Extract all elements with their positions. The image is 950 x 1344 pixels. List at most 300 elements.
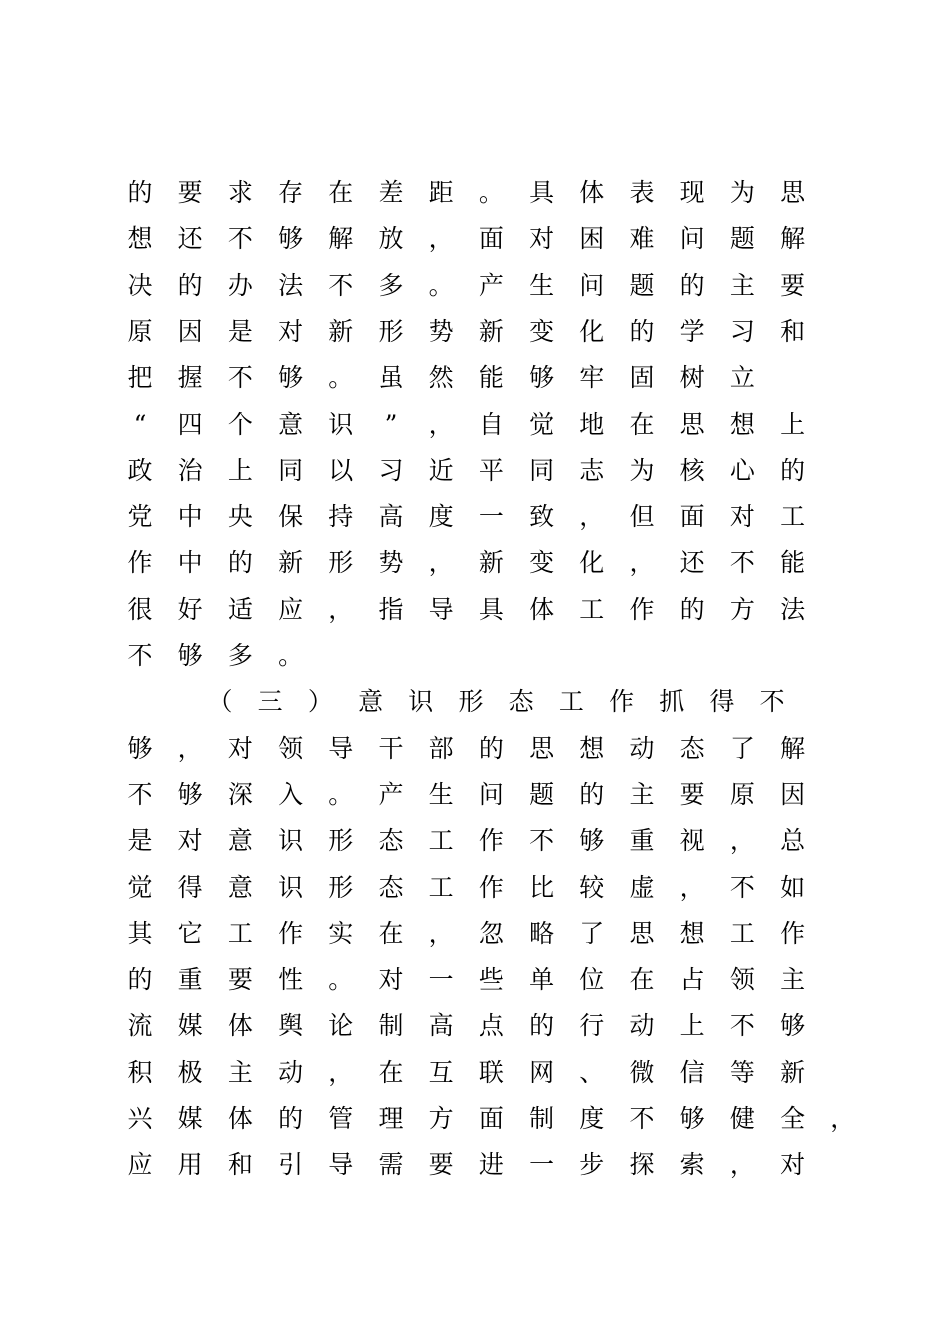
text-char: 化: [579, 548, 605, 578]
text-char: 解: [780, 733, 806, 763]
text-char: 不: [759, 687, 785, 717]
text-char: 对: [780, 1150, 806, 1180]
text-char: 性: [278, 965, 304, 995]
text-char: 高: [378, 502, 404, 532]
text-char: 位: [579, 965, 605, 995]
text-char: 识: [278, 872, 304, 902]
text-char: 作: [278, 918, 304, 948]
text-char: 不: [227, 363, 253, 393]
text-char: 学: [679, 316, 705, 346]
text-char: 体: [529, 594, 555, 624]
text-char: 够: [278, 224, 304, 254]
text-line: [0, 682, 950, 728]
text-char: 主: [780, 965, 806, 995]
text-char: 问: [478, 779, 504, 809]
text-char: 还: [679, 548, 705, 578]
text-char: 领: [729, 965, 755, 995]
text-char: 因: [177, 316, 203, 346]
text-char: 的: [127, 178, 153, 207]
text-char: ，: [428, 409, 454, 439]
text-char: 制: [378, 1011, 404, 1041]
text-char: ，: [679, 872, 705, 902]
text-char: 得: [177, 872, 203, 902]
text-char: 原: [127, 316, 153, 346]
text-char: 求: [227, 178, 253, 207]
text-char: 形: [328, 872, 354, 902]
text-char: ，: [729, 826, 755, 856]
text-char: 面: [478, 1104, 504, 1133]
text-line: [0, 590, 950, 636]
text-char: 保: [278, 502, 304, 532]
text-char: 进: [478, 1150, 504, 1180]
text-line: [0, 1053, 950, 1099]
text-char: 互: [428, 1057, 454, 1087]
text-char: 重: [629, 826, 655, 856]
text-char: 生: [529, 270, 555, 300]
text-char: 同: [529, 455, 555, 485]
text-char: 觉: [529, 409, 555, 439]
text-line: [0, 266, 950, 312]
text-char: 解: [780, 224, 806, 254]
text-char: 想: [729, 409, 755, 439]
text-line: [0, 312, 950, 358]
text-char: ，: [830, 1104, 856, 1133]
text-char: 干: [378, 733, 404, 763]
text-char: 习: [729, 316, 755, 346]
text-char: 视: [679, 826, 705, 856]
text-char: 体: [579, 178, 605, 207]
text-char: 个: [227, 409, 253, 439]
text-char: 作: [127, 548, 153, 578]
text-char: 较: [579, 872, 605, 902]
text-line: [0, 914, 950, 960]
text-char: 的: [780, 455, 806, 485]
text-char: 够: [780, 1011, 806, 1041]
text-line: [0, 821, 950, 867]
text-char: ，: [428, 224, 454, 254]
text-char: 题: [729, 224, 755, 254]
text-char: 适: [227, 594, 253, 624]
text-char: 论: [328, 1011, 354, 1041]
text-char: 题: [529, 779, 555, 809]
text-char: 平: [478, 455, 504, 485]
text-char: 为: [629, 455, 655, 485]
text-char: 作: [478, 872, 504, 902]
text-char: 体: [227, 1011, 253, 1041]
text-char: 能: [780, 548, 806, 578]
text-char: 具: [478, 594, 504, 624]
text-char: 上: [227, 455, 253, 485]
text-char: 的: [579, 779, 605, 809]
text-char: 探: [629, 1150, 655, 1180]
text-line: [0, 636, 950, 682]
text-char: 问: [679, 224, 705, 254]
text-char: 是: [127, 826, 153, 856]
text-char: 势: [378, 548, 404, 578]
text-line: [0, 1099, 950, 1145]
text-char: 。: [328, 363, 354, 393]
text-char: 牢: [579, 363, 605, 393]
text-char: 变: [529, 548, 555, 578]
text-char: 作: [478, 826, 504, 856]
text-char: 的: [278, 1104, 304, 1133]
text-char: 引: [278, 1150, 304, 1180]
text-line: [0, 1145, 950, 1191]
text-char: 致: [529, 502, 555, 532]
text-line: [0, 543, 950, 589]
text-char: 忽: [478, 918, 504, 948]
text-char: ，: [177, 733, 203, 763]
text-char: 志: [579, 455, 605, 485]
text-char: 题: [629, 270, 655, 300]
text-char: 动: [629, 1011, 655, 1041]
text-char: 对: [378, 965, 404, 995]
text-char: 意: [227, 872, 253, 902]
text-char: ，: [328, 594, 354, 624]
text-char: 舆: [278, 1011, 304, 1041]
text-char: 入: [278, 779, 304, 809]
text-char: 思: [780, 178, 806, 207]
text-char: 信: [679, 1057, 705, 1087]
text-char: 虚: [629, 872, 655, 902]
text-char: 对: [278, 316, 304, 346]
text-char: 它: [177, 918, 203, 948]
text-char: 法: [780, 594, 806, 624]
text-char: 存: [278, 178, 304, 207]
text-char: 想: [127, 224, 153, 254]
text-char: 核: [679, 455, 705, 485]
text-char: 工: [558, 687, 584, 717]
text-char: 应: [127, 1150, 153, 1180]
text-char: 很: [127, 594, 153, 624]
text-char: 作: [609, 687, 635, 717]
text-char: 。: [478, 178, 504, 207]
text-char: ，: [579, 502, 605, 532]
text-char: 比: [529, 872, 555, 902]
text-char: 够: [679, 1104, 705, 1133]
text-char: 是: [227, 316, 253, 346]
text-char: 形: [458, 687, 484, 717]
text-char: 方: [729, 594, 755, 624]
text-char: 四: [177, 409, 203, 439]
text-char: ，: [428, 918, 454, 948]
text-char: 立: [729, 363, 755, 393]
text-char: 索: [679, 1150, 705, 1180]
text-char: 高: [428, 1011, 454, 1041]
text-char: 形: [378, 316, 404, 346]
text-char: 识: [278, 826, 304, 856]
text-line: [0, 960, 950, 1006]
text-char: 化: [579, 316, 605, 346]
text-char: 近: [428, 455, 454, 485]
text-char: 主: [227, 1057, 253, 1087]
text-char: 抓: [659, 687, 685, 717]
text-char: 新: [328, 316, 354, 346]
text-char: 虽: [378, 363, 404, 393]
text-char: 生: [428, 779, 454, 809]
text-char: 指: [378, 594, 404, 624]
text-char: 办: [227, 270, 253, 300]
text-char: 三: [257, 687, 283, 717]
text-char: 在: [378, 1057, 404, 1087]
text-char: 的: [529, 1011, 555, 1041]
text-char: 不: [227, 224, 253, 254]
text-char: 央: [227, 502, 253, 532]
text-char: 不: [729, 1011, 755, 1041]
text-char: 工: [227, 918, 253, 948]
text-char: 觉: [127, 872, 153, 902]
text-char: 工: [428, 826, 454, 856]
text-char: 和: [227, 1150, 253, 1180]
text-char: 对: [529, 224, 555, 254]
text-char: 在: [629, 965, 655, 995]
text-char: 其: [127, 918, 153, 948]
text-line: [0, 775, 950, 821]
text-line: [0, 497, 950, 543]
text-char: 思: [679, 409, 705, 439]
text-line: [0, 868, 950, 914]
text-char: 心: [729, 455, 755, 485]
text-char: 多: [227, 641, 253, 670]
text-char: 态: [378, 826, 404, 856]
text-char: 治: [177, 455, 203, 485]
text-char: 不: [328, 270, 354, 300]
text-char: 作: [629, 594, 655, 624]
text-char: 流: [127, 1011, 153, 1041]
text-char: 够: [177, 641, 203, 670]
text-char: 应: [278, 594, 304, 624]
text-char: 地: [579, 409, 605, 439]
text-char: 够: [529, 363, 555, 393]
text-char: 要: [428, 1150, 454, 1180]
text-char: 工: [428, 872, 454, 902]
text-char: 树: [679, 363, 705, 393]
text-char: 决: [127, 270, 153, 300]
text-char: 产: [378, 779, 404, 809]
text-char: 自: [478, 409, 504, 439]
text-char: 步: [579, 1150, 605, 1180]
text-char: 形: [328, 826, 354, 856]
text-char: 意: [278, 409, 304, 439]
text-char: 意: [227, 826, 253, 856]
text-char: 度: [428, 502, 454, 532]
text-char: 够: [177, 779, 203, 809]
text-char: 具: [529, 178, 555, 207]
text-char: ）: [307, 687, 333, 717]
text-char: 能: [478, 363, 504, 393]
text-char: 用: [177, 1150, 203, 1180]
text-char: 。: [278, 641, 304, 670]
text-char: 要: [227, 965, 253, 995]
text-line: [0, 1006, 950, 1052]
text-char: 工: [780, 502, 806, 532]
text-char: 动: [629, 733, 655, 763]
text-char: 然: [428, 363, 454, 393]
text-char: 微: [629, 1057, 655, 1087]
text-char: 够: [278, 363, 304, 393]
text-char: 对: [177, 826, 203, 856]
text-char: 因: [780, 779, 806, 809]
text-char: 困: [579, 224, 605, 254]
text-char: 要: [177, 178, 203, 207]
text-char: 些: [478, 965, 504, 995]
text-char: 想: [679, 918, 705, 948]
text-char: 为: [729, 178, 755, 207]
text-char: 工: [579, 594, 605, 624]
text-char: 原: [729, 779, 755, 809]
text-line: [0, 358, 950, 404]
text-char: ，: [428, 548, 454, 578]
text-char: 和: [780, 316, 806, 346]
text-char: 政: [127, 455, 153, 485]
text-char: 理: [378, 1104, 404, 1133]
text-char: 极: [177, 1057, 203, 1087]
text-char: 现: [679, 178, 705, 207]
text-char: 不: [127, 641, 153, 670]
text-char: 管: [328, 1104, 354, 1133]
text-char: 了: [579, 918, 605, 948]
text-char: 的: [177, 270, 203, 300]
text-char: 还: [177, 224, 203, 254]
text-char: 一: [529, 1150, 555, 1180]
text-char: 但: [629, 502, 655, 532]
text-char: 一: [478, 502, 504, 532]
text-char: 需: [378, 1150, 404, 1180]
text-char: 面: [679, 502, 705, 532]
text-char: 把: [127, 363, 153, 393]
text-char: 如: [780, 872, 806, 902]
text-char: 的: [478, 733, 504, 763]
text-char: 思: [529, 733, 555, 763]
text-char: 方: [428, 1104, 454, 1133]
text-char: （: [207, 687, 233, 717]
text-char: 表: [629, 178, 655, 207]
text-char: 要: [780, 270, 806, 300]
text-char: 够: [127, 733, 153, 763]
text-char: 产: [478, 270, 504, 300]
text-char: 识: [408, 687, 434, 717]
text-char: 态: [679, 733, 705, 763]
text-char: 对: [227, 733, 253, 763]
text-line: [0, 405, 950, 451]
text-char: 意: [358, 687, 384, 717]
text-char: 网: [529, 1057, 555, 1087]
text-char: 略: [529, 918, 555, 948]
text-char: ，: [729, 1150, 755, 1180]
text-char: 势: [428, 316, 454, 346]
text-char: 媒: [177, 1104, 203, 1133]
text-char: 的: [679, 594, 705, 624]
text-char: 深: [227, 779, 253, 809]
text-line: [0, 729, 950, 775]
text-char: 全: [780, 1104, 806, 1133]
text-char: 主: [729, 270, 755, 300]
text-char: 放: [378, 224, 404, 254]
text-char: 法: [278, 270, 304, 300]
text-char: 新: [478, 548, 504, 578]
text-char: 变: [529, 316, 555, 346]
text-char: 新: [478, 316, 504, 346]
text-char: 制: [529, 1104, 555, 1133]
text-line: [0, 451, 950, 497]
text-char: 一: [428, 965, 454, 995]
text-char: 差: [378, 178, 404, 207]
text-char: 。: [328, 965, 354, 995]
text-char: 了: [729, 733, 755, 763]
text-line: [0, 219, 950, 265]
text-char: 在: [378, 918, 404, 948]
text-char: 距: [428, 178, 454, 207]
text-char: 得: [709, 687, 735, 717]
text-char: 动: [278, 1057, 304, 1087]
text-char: 在: [629, 409, 655, 439]
text-char: 度: [579, 1104, 605, 1133]
text-char: 习: [378, 455, 404, 485]
text-char: 的: [679, 270, 705, 300]
text-char: 解: [328, 224, 354, 254]
text-char: 部: [428, 733, 454, 763]
text-char: 够: [579, 826, 605, 856]
text-char: 重: [177, 965, 203, 995]
text-char: 体: [227, 1104, 253, 1133]
text-char: 。: [328, 779, 354, 809]
text-char: 实: [328, 918, 354, 948]
text-char: 态: [508, 687, 534, 717]
text-char: 的: [227, 548, 253, 578]
text-char: 点: [478, 1011, 504, 1041]
text-char: 想: [579, 733, 605, 763]
text-char: 主: [629, 779, 655, 809]
text-char: 兴: [127, 1104, 153, 1133]
text-char: 固: [629, 363, 655, 393]
text-char: 以: [328, 455, 354, 485]
text-char: 持: [328, 502, 354, 532]
text-char: 上: [780, 409, 806, 439]
text-char: 不: [529, 826, 555, 856]
text-char: 工: [729, 918, 755, 948]
text-char: 难: [629, 224, 655, 254]
text-char: 不: [127, 779, 153, 809]
text-char: ”: [384, 409, 398, 439]
text-char: 、: [579, 1057, 605, 1087]
text-char: 作: [780, 918, 806, 948]
text-char: 联: [478, 1057, 504, 1087]
text-char: 握: [177, 363, 203, 393]
text-char: 在: [328, 178, 354, 207]
text-char: 党: [127, 502, 153, 532]
text-char: 占: [679, 965, 705, 995]
text-char: 新: [278, 548, 304, 578]
text-char: 总: [780, 826, 806, 856]
text-char: 健: [729, 1104, 755, 1133]
text-char: 好: [177, 594, 203, 624]
text-char: 积: [127, 1057, 153, 1087]
text-char: 多: [378, 270, 404, 300]
text-char: 面: [478, 224, 504, 254]
text-char: 不: [729, 548, 755, 578]
text-char: 思: [629, 918, 655, 948]
text-char: 领: [278, 733, 304, 763]
text-char: 的: [127, 965, 153, 995]
text-char: 对: [729, 502, 755, 532]
text-char: 同: [278, 455, 304, 485]
text-char: ，: [328, 1057, 354, 1087]
text-char: 导: [428, 594, 454, 624]
text-char: 中: [177, 548, 203, 578]
text-char: 上: [679, 1011, 705, 1041]
text-char: 识: [328, 409, 354, 439]
text-char: 中: [177, 502, 203, 532]
